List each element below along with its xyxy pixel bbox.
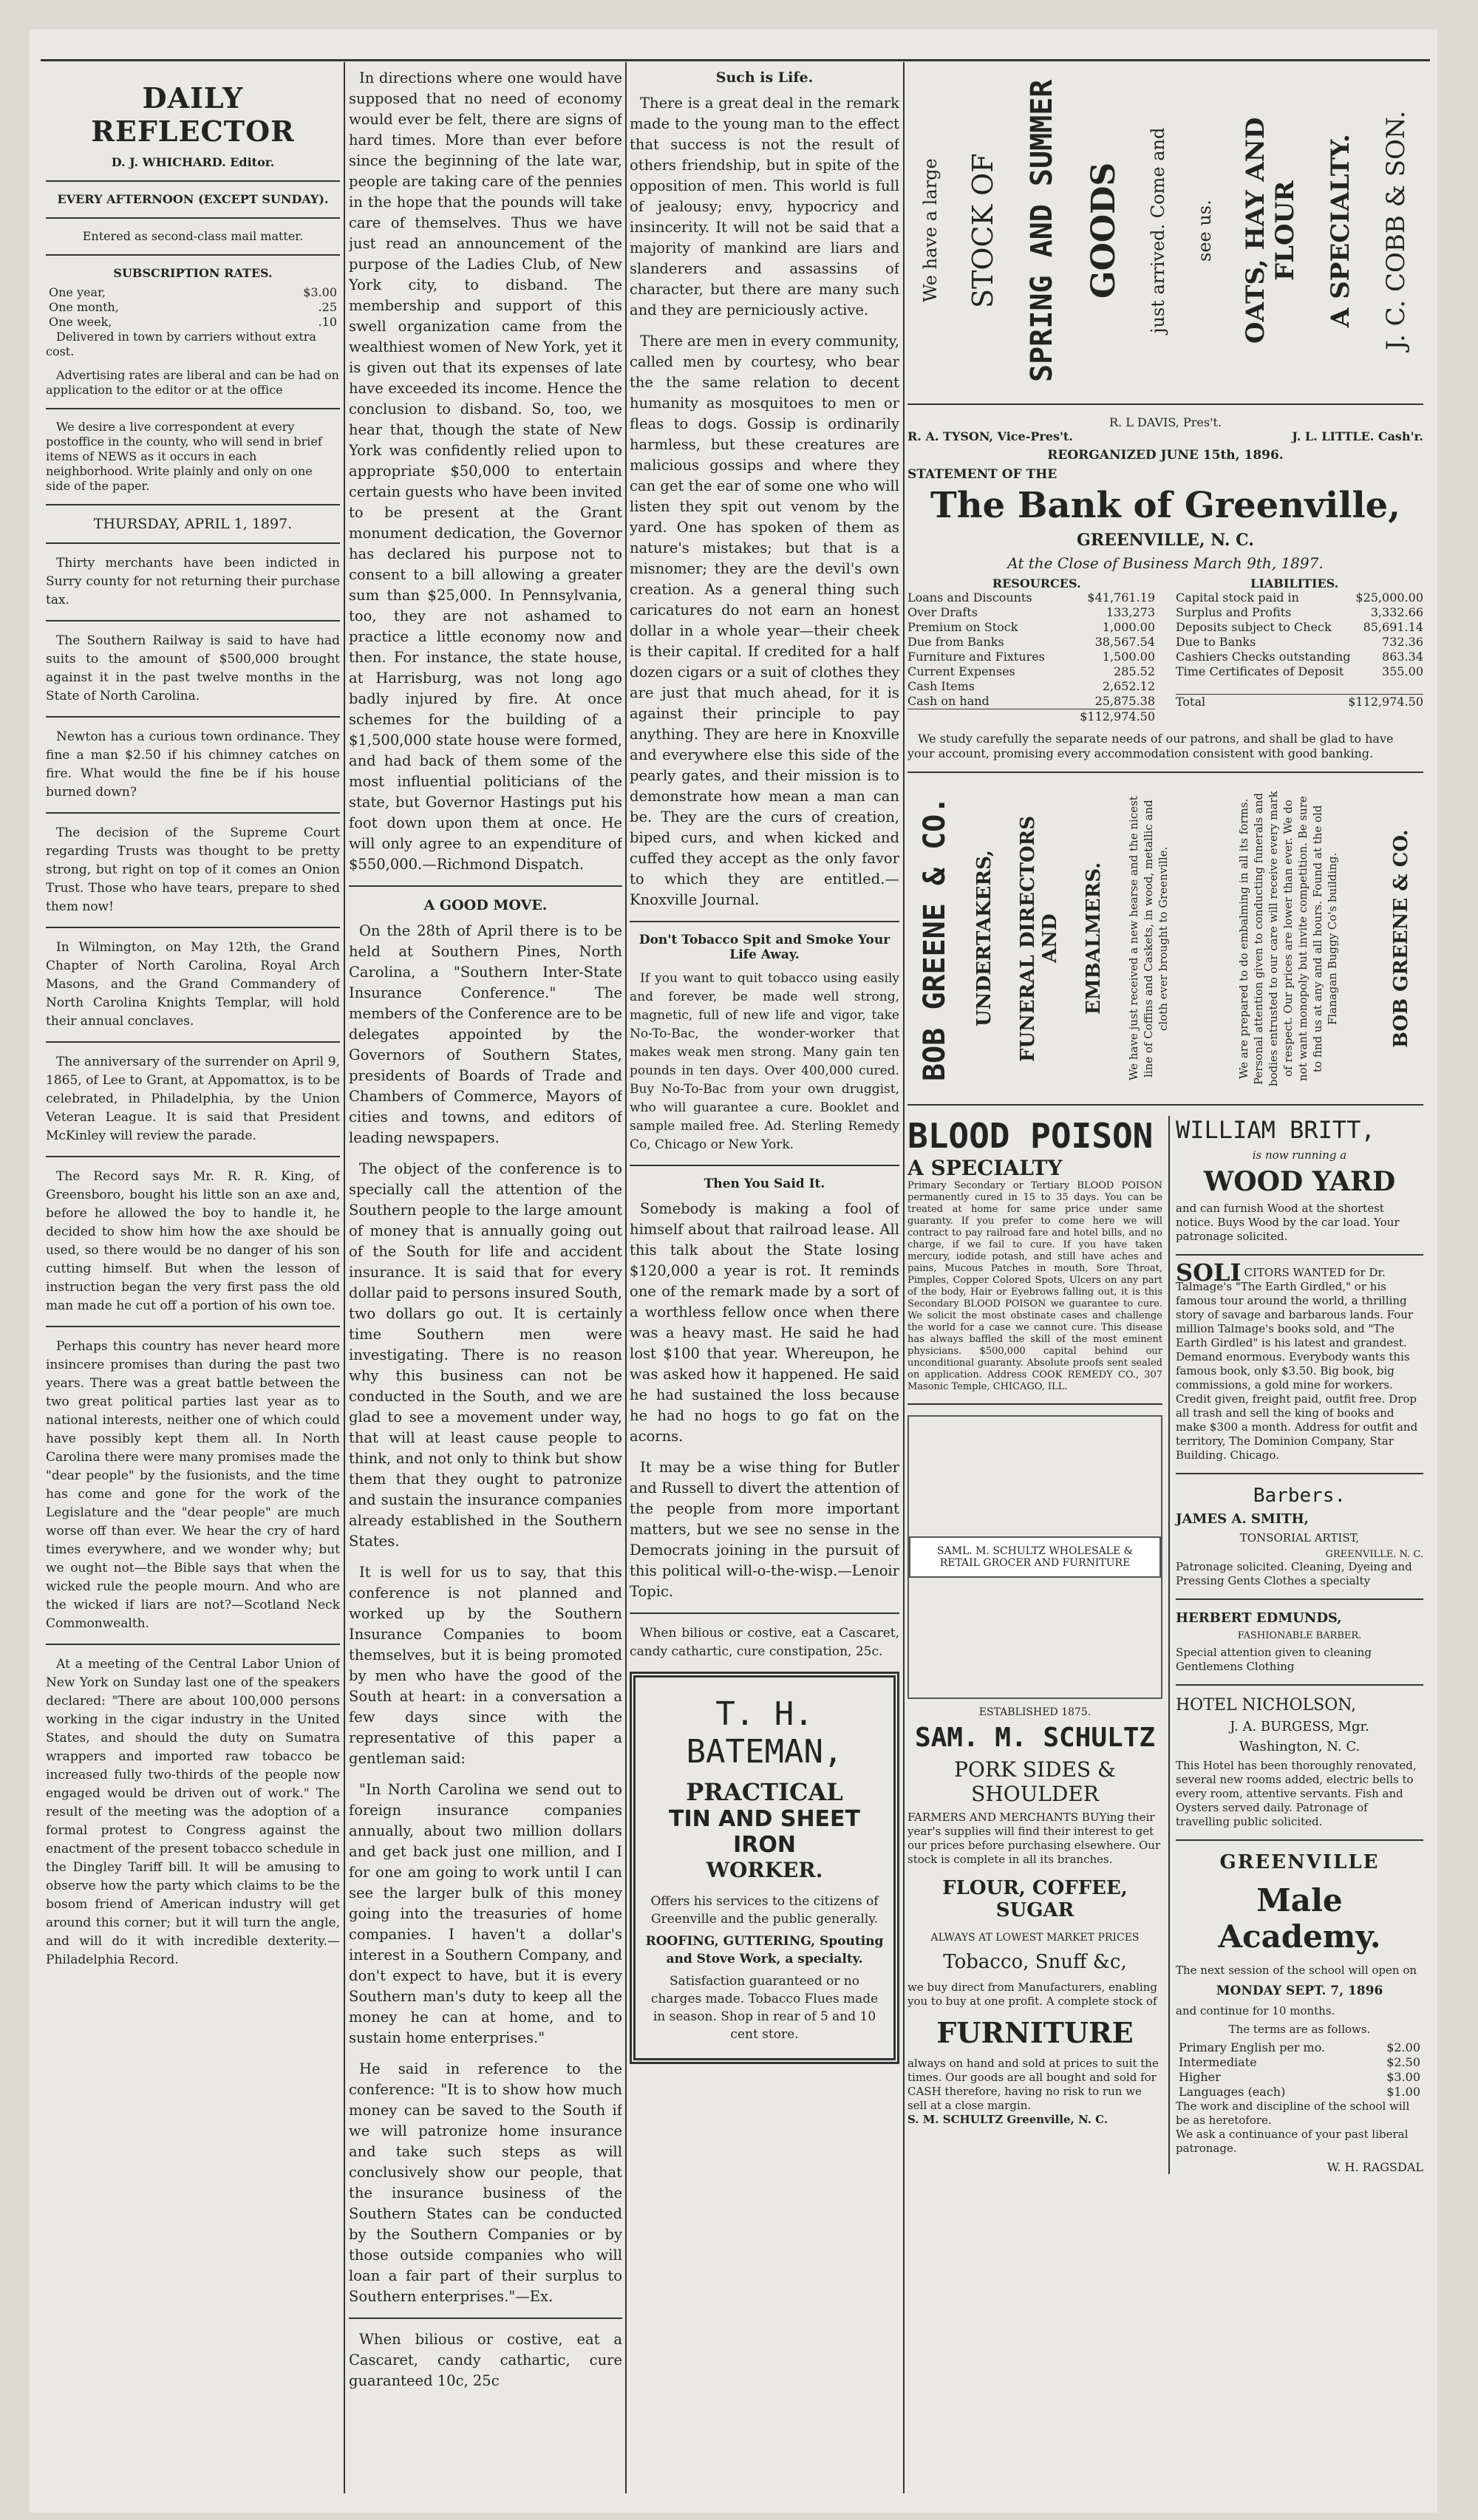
inner-column-rule (1168, 1116, 1170, 2174)
divider (1176, 1254, 1423, 1256)
divider (46, 1041, 340, 1043)
news-item: At a meeting of the Central Labor Union of New York on Sunday last one of the speakers declared: "There are about 100,000 persons working in the cigar industry in the United States, and should the duty on Sumatra wrappers and imported raw tobacco be increased fully two-thirds of the people now engaged would be driven out of work." The result of the meeting was the adoption of a formal protest to Congress against the enactment of the present tobacco schedule in the Dingley Tariff bill. It will be amusing to observe how the party which claims to be the bosom friend of American industry will get around this corner; but it will turn the angle, and will do it with incredible dexterity.—Philadelphia Record. (46, 1657, 340, 1967)
hotel-text: This Hotel has been thoroughly renovated, several new rooms added, electric bells to every room, attentive servants. Fish and Oysters served daily. Patronage of travelling public solicited. (1176, 1759, 1417, 1828)
divider (46, 180, 340, 182)
bank-table (907, 590, 1423, 724)
britt-running: is now running a (1252, 1148, 1347, 1162)
bateman-text: Satisfaction guaranteed or no charges made. Tobacco Flues made in season. Shop in rear of 5 and 10 cent store. (650, 1974, 879, 2042)
news-item: Newton has a curious town ordinance. They fine a man $2.50 if his chimney catches on fire. What would the fine be if his house burned down? (46, 729, 340, 800)
good-move-heading: A GOOD MOVE. (423, 897, 548, 913)
column-rule-1 (344, 62, 345, 2493)
blood-schultz-column (907, 1116, 1162, 2174)
blood-poison-subtitle: A SPECIALTY (907, 1156, 1063, 1180)
bateman-text: Offers his services to the citizens of Greenville and the public generally. (650, 1894, 879, 1927)
britt-yard: WOOD YARD (1203, 1166, 1396, 1197)
rate-row: One month, .25 (49, 300, 337, 314)
rate-row: One year, $3.00 (49, 285, 337, 299)
blood-poison-text: Primary Secondary or Tertiary BLOOD POISON permanently cured in 15 to 35 days. You can be treated at home for same price under same guaranty. If you prefer to come here we will contract to pay railroad fare and hotel bills, and no charge, if we fail to cure. If you have taken mercury, iodide potash, and still have aches and pains, Mucous Patches in mouth, Sore Throat, Pimples, Copper Colored Spots, Ulcers on any part of the body, Hair or Eyebrows falling out, it is this Secondary BLOOD POISON we guarantee to cure. We solicit the most obstinate cases and challenge the world for a case we cannot cure. This disease has always baffled the skill of the most eminent physicians. $500,000 capital behind our unconditional guaranty. Absolute proofs sent sealed on application. Address COOK REMEDY CO., 307 Masonic Temple, CHICAGO, ILL. (907, 1180, 1162, 1392)
such-is-life-heading: Such is Life. (715, 69, 814, 86)
bank-footer: We study carefully the separate needs of our patrons, and shall be glad to have your account, promising every accommodation consistent with good banking. (907, 732, 1394, 760)
rate-row: One week, .10 (49, 315, 337, 329)
divider (46, 620, 340, 622)
tobacco-paragraph: If you want to quit tobacco using easily and forever, be made well strong, magnetic, full of new life and vigor, take No-To-Bac, the wonder-worker that makes weak men strong. Many gain ten pounds in ten days. Over 400,000 cured. Buy No-To-Bac from your own druggist, who will guarantee a cure. Booklet and sample mailed free. Ad. Sterling Remedy Co, Chicago or New York. (630, 971, 899, 1152)
bank-officers: R. L DAVIS, Pres't. (1109, 415, 1222, 429)
hotel-mgr: J. A. BURGESS, Mgr. (1230, 1719, 1369, 1734)
news-item: Perhaps this country has never heard more insincere promises than during the past two years. There was a great battle between the two great political parties last year as to national interests, neither one of which could have possibly kept them all. In North Carolina there were many promises made the "dear people" by the fusionists, and the time has come and gone for the work of the Legislature and the "dear people" are much worse off than ever. We hear the cry of hard times everywhere, and we wonder why; but we ought not—the Bible says that when the wicked rule the people mourn. And who are the wicked if liars are not?—Scotland Neck Commonwealth. (46, 1339, 340, 1631)
correspondent-note: We desire a live correspondent at every postoffice in the county, who will send in brief items of NEWS as it occurs in each neighborhood. Write plainly and only on one side of the paper. (46, 420, 322, 493)
divider (1176, 1598, 1423, 1600)
barbers-header: Barbers. (1253, 1485, 1346, 1507)
column-4 (907, 68, 1423, 2485)
divider (46, 716, 340, 718)
resource-row: Due from Banks 38,567.54 (907, 635, 1156, 649)
academy-ask: We ask a continuance of your past liberal patronage. (1176, 2128, 1409, 2155)
schultz-name: SAM. M. SCHULTZ (914, 1723, 1156, 1753)
then-you-said-it-paragraph: It may be a wise thing for Butler and Russell to divert the attention of the people from more important matters, but we see no sense in the Democrats joining in the pursuit of this political will-o-the-wisp.—Lenoir Topic. (630, 1459, 899, 1600)
resource-row: Premium on Stock 1,000.00 (907, 620, 1156, 634)
liability-row: Due to Banks 732.36 (1175, 635, 1423, 649)
bateman-text: ROOFING, GUTTERING, Spouting and Stove Work, a specialty. (645, 1934, 884, 1966)
liabilities-column (1176, 590, 1423, 724)
liability-row: Capital stock paid in $25,000.00 (1175, 590, 1423, 605)
news-item: The Southern Railway is said to have had suits to the amount of $500,000 brought against it in the past twelve months in the State of North Carolina. (46, 633, 340, 704)
divider (630, 1613, 899, 1614)
academy-date: MONDAY SEPT. 7, 1896 (1216, 1983, 1383, 1998)
bank-date: At the Close of Business March 9th, 1897. (1007, 554, 1324, 572)
divider (46, 408, 340, 409)
divider (46, 254, 340, 256)
bateman-line2: TIN AND SHEET IRON (668, 1806, 860, 1858)
bank-table-headers: RESOURCES. LIABILITIES. (992, 576, 1339, 590)
liability-row: Cashiers Checks outstanding 863.34 (1175, 650, 1423, 664)
cascaret-ad: When bilious or costive, eat a Cascaret, candy cathartic, cure constipation, 25c. (630, 1626, 899, 1659)
good-move-paragraph: It is well for us to say, that this conference is not planned and worked up by the Southern Insurance Companies to boom themselves, but it is being promoted by men who have the good of the South at heart: in a conversation a few days since with the representative of this paper a gentleman said: (349, 1564, 622, 1767)
masthead-entered: Entered as second-class mail matter. (82, 229, 304, 243)
schultz-always: ALWAYS AT LOWEST MARKET PRICES (930, 1932, 1140, 1944)
schultz-buy: we buy direct from Manufacturers, enabling you to buy at one profit. A complete stock of (907, 1981, 1157, 2008)
divider (1176, 1473, 1423, 1474)
bateman-name: T. H. BATEMAN, (686, 1695, 843, 1771)
masthead-schedule: EVERY AFTERNOON (EXCEPT SUNDAY). (57, 192, 329, 206)
divider (46, 504, 340, 505)
blood-poison-title: BLOOD POISON (907, 1116, 1154, 1156)
bank-officers: R. A. TYSON, Vice-Pres't. J. L. LITTLE. Cash'r. (907, 429, 1423, 443)
resource-row: Cash Items 2,652.12 (907, 679, 1156, 693)
news-item: The anniversary of the surrender on April 9, 1865, of Lee to Grant, at Appomattox, is to be celebrated, in Philadelphia, by the Union Veteran League. It is said that President McKinley will review the parade. (46, 1055, 340, 1143)
schultz-tobacco: Tobacco, Snuff &c, (943, 1951, 1127, 1973)
schultz-bottom: always on hand and sold at prices to suit the times. Our goods are all bought and sold for CASH therefore, having no risk to run we sell at a close margin. (907, 2057, 1159, 2112)
bank-statement (907, 415, 1423, 761)
barbers-section (1176, 1485, 1423, 1674)
such-is-life-paragraph: There is a great deal in the remark made to the young man to the effect that success is not the result of others friendship, but in spite of the opposition of men. This world is full of jealousy; envy, hypocricy and insincerity. It will not be said that a majority of mankind are liars and slanderers and assassins of character, but there are many such and they are perniciously active. (630, 95, 899, 319)
smith-text: Patronage solicited. Cleaning, Dyeing and Pressing Gents Clothes a specialty (1176, 1560, 1412, 1587)
academy-work: The work and discipline of the school will be as heretofore. (1176, 2100, 1410, 2127)
bank-statement-label: STATEMENT OF THE (907, 467, 1058, 482)
divider (349, 885, 622, 887)
news-item: Thirty merchants have been indicted in Surry county for not returning their purchase tax. (46, 556, 340, 607)
schultz-flour: FLOUR, COFFEE, SUGAR (942, 1877, 1128, 1921)
masthead-editor: D. J. WHICHARD. Editor. (111, 155, 275, 169)
academy-terms-label: The terms are as follows. (1228, 2023, 1371, 2036)
hotel-ad (1176, 1696, 1423, 1829)
academy-term-row: Primary English per mo. $2.00 (1179, 2040, 1420, 2054)
solicitors-ad: SOLI CITORS WANTED for Dr. Talmage's "The Earth Girdled," or his famous tour around the world, a thrilling story of savage and barbarous lands. Four million Talmage's books sold, and "The Earth Girdled" is his latest and grandest. Demand enormous. Everybody wants this famous book, only $3.50. Big book, big commissions, a gold mine for workers. Credit given, freight paid, outfit free. Drop all trash and sell the king of books and make $300 a month. Address for outfit and territory, The Dominion Company, Star Building. Chicago. (1176, 1259, 1418, 1462)
resource-total: $112,974.50 (907, 709, 1155, 724)
good-move-paragraph: The object of the conference is to specially call the attention of the Southern people to the large amount of money that is annually going out of the South for life and accident insurance. It is said that for every dollar paid to persons insured South, two dollars go out. It is certainly time Southern men were investigating. There is no reason why this business can not be conducted in the South, and we are glad to see a movement under way, that will at least cause people to think, and not only to think but show them that they ought to patronize and sustain the insurance companies already established in the Southern States. (349, 1160, 622, 1550)
issue-date: THURSDAY, APRIL 1, 1897. (93, 516, 293, 532)
cobb-ad: We have a large STOCK OF SPRING AND SUMMER GOODS just arrived. Come and see us. OATS, HAY AND FLOUR A SPECIALTY. J. C. COBB & SON. (920, 79, 1411, 382)
store-building-illustration: SAML. M. SCHULTZ WHOLESALE & RETAIL GROCER AND FURNITURE (907, 1415, 1162, 1699)
hotel-name: HOTEL NICHOLSON, (1176, 1696, 1357, 1714)
academy-continue: and continue for 10 months. (1176, 2004, 1335, 2017)
good-move-paragraph: He said in reference to the conference: "It is to show how much money can be saved to the South if we will patronize home insurance and take such steps as will conclusively show our people, that the insurance business of the Southern States can be conducted by the Southern Companies or by those outside companies who will loan a fair part of their surplus to Southern enterprises."—Ex. (349, 2060, 622, 2305)
column-2 (349, 68, 622, 2485)
masthead-title: DAILY REFLECTOR (91, 81, 295, 148)
britt-ad (1176, 1116, 1423, 1244)
liability-row: Time Certificates of Deposit 355.00 (1175, 664, 1423, 678)
divider (907, 1403, 1162, 1405)
column-1 (46, 75, 340, 2492)
mid-section (907, 1116, 1423, 2174)
then-you-said-it-heading: Then You Said It. (704, 1176, 825, 1191)
schultz-farmers: FARMERS AND MERCHANTS BUYing their year's supplies will find their interest to get our prices before purchasing elsewhere. Our stock is complete in all its branches. (907, 1811, 1161, 1866)
schultz-ad (907, 1415, 1162, 2126)
divider (46, 1644, 340, 1645)
divider (1176, 1839, 1423, 1841)
blood-poison-ad (907, 1116, 1162, 1393)
column-rule-2 (625, 62, 627, 2493)
bank-name: The Bank of Greenville, (930, 485, 1400, 526)
bank-reorganized: REORGANIZED JUNE 15th, 1896. (1047, 448, 1284, 463)
edmunds-name: HERBERT EDMUNDS, (1176, 1610, 1342, 1626)
schultz-sign-off: S. M. SCHULTZ Greenville, N. C. (907, 2113, 1108, 2126)
resource-row: Loans and Discounts $41,761.19 (907, 590, 1156, 605)
bateman-ad (630, 1672, 899, 2064)
divider (907, 1104, 1423, 1106)
schultz-established: ESTABLISHED 1875. (978, 1706, 1092, 1718)
resource-row: Over Drafts 133,273 (907, 605, 1156, 619)
divider (630, 921, 899, 922)
good-move-paragraph: "In North Carolina we send out to foreign insurance companies annually, about two million dollars and get back just one million, and I for one am going to work until I can see the larger bulk of this money going into the treasuries of home companies. I haven't a dollar's interest in a Southern Company, and don't expect to have, but it is every Southern man's duty to keep all the money he can at home, and to sustain home enterprises." (349, 1781, 622, 2046)
greene-ad: BOB GREENE & CO. UNDERTAKERS, FUNERAL DIRECTORS AND EMBALMERS. We have just received a new hearse and the nicest line of Coffins and Caskets, in wood, metallic and cloth ever brought to Greenville. We are prepared to do embalming in all its forms. Personal attention given to conducting funerals and bodies entrusted to our care will receive every mark of respect. Our prices are lower than ever. We do not want monopoly but invite competition. Be sure to find us at any and all hours. Found at the old Flanagan Buggy Co's building. BOB GREENE & CO. (918, 791, 1413, 1086)
news-item: The Record says Mr. R. R. King, of Greensboro, bought his little son an axe and, before he allowed the boy to handle it, he decided to show him how the axe should be used, so there would be no danger of his son cutting himself. But when the lesson of instruction began the very first pass the old man made he cut off a portion of his own toe. (46, 1169, 340, 1313)
academy-sign: W. H. RAGSDAL (1327, 2160, 1423, 2174)
column-rule-3 (903, 62, 905, 2493)
britt-name: WILLIAM BRITT, (1176, 1116, 1375, 1144)
news-item: In Wilmington, on May 12th, the Grand Chapter of North Carolina, Royal Arch Masons, and the Grand Commandery of North Carolina Knights Templar, will hold their annual conclaves. (46, 940, 340, 1029)
smith-title: TONSORIAL ARTIST, (1239, 1531, 1360, 1545)
divider (349, 2318, 622, 2319)
good-move-paragraph: On the 28th of April there is to be held at Southern Pines, North Carolina, a "Southern Inter-State Insurance Conference." The members of the Conference are to be delegates appointed by the Governors of Southern States, presidents of Boards of Trade and Chambers of Commerce, Mayors of cities and towns, and editors of leading newspapers. (349, 922, 622, 1146)
edmunds-title: FASHIONABLE BARBER. (1237, 1630, 1362, 1641)
academy-open: The next session of the school will open on (1176, 1964, 1417, 1977)
divider (46, 1326, 340, 1327)
academy-term-row: Intermediate $2.50 (1179, 2055, 1420, 2069)
divider (907, 403, 1423, 405)
academy-ad (1176, 1851, 1423, 2174)
divider (46, 1156, 340, 1157)
subscription-header: SUBSCRIPTION RATES. (113, 266, 273, 280)
divider (46, 927, 340, 928)
cascaret-ad: When bilious or costive, eat a Cascaret, candy cathartic, cure guaranteed 10c, 25c (349, 2331, 622, 2389)
academy-term-row: Higher $3.00 (1179, 2070, 1420, 2084)
academy-term-row: Languages (each) $1.00 (1179, 2085, 1420, 2099)
academy-title2: Male Academy. (1218, 1882, 1381, 1955)
tobacco-heading: Don't Tobacco Spit and Smoke Your Life Away. (638, 933, 890, 962)
schultz-furniture: FURNITURE (936, 2016, 1134, 2049)
liability-row: Deposits subject to Check 85,691.14 (1175, 620, 1423, 634)
resource-row: Furniture and Fixtures 1,500.00 (907, 650, 1156, 664)
divider (46, 542, 340, 544)
delivery-note: Delivered in town by carriers without extra cost. (46, 330, 316, 358)
schultz-pork: PORK SIDES & SHOULDER (954, 1757, 1116, 1806)
resource-row: Current Expenses 285.52 (907, 664, 1156, 678)
britt-text: and can furnish Wood at the shortest notice. Buys Wood by the car load. Your patronage solicited. (1176, 1202, 1400, 1243)
britt-academy-column (1176, 1116, 1423, 2174)
top-rule (41, 59, 1430, 61)
smith-name: JAMES A. SMITH, (1176, 1511, 1309, 1527)
hotel-city: Washington, N. C. (1239, 1739, 1360, 1754)
divider (907, 772, 1423, 773)
economy-article: In directions where one would have supposed that no need of economy would ever be felt, there are signs of hard times. More than ever before since the beginning of the late war, people are taking care of the pennies in the hope that the pounds will take care of themselves. Thus we have just read an announcement of the purpose of the Ladies Club, of New York city, to disband. The membership and support of this swell organization came from the wealthiest women of New York, yet it is given out that its expenses of late have exceeded its income. Hence the conclusion to disband. So, too, we hear that, though the state of New York was confidently relied upon to appropriate $50,000 to entertain certain guests who have been invited to be present at the Grant monument dedication, the Governor has declared his purpose not to consent to a bill allowing a greater sum than $25,000. In Pennsylvania, too, they are not ashamed to practice a little economy now and then. For instance, the state house, at Harrisburg, was not long ago badly injured by fire. At once schemes for the building of a $1,500,000 state house were formed, and had back of them some of the most influential politicians of the state, but Governor Hastings put his foot down upon them at once. He will only agree to an expenditure of $550,000.—Richmond Dispatch. (349, 69, 622, 873)
resources-column (907, 590, 1155, 724)
bateman-line3: WORKER. (706, 1858, 823, 1882)
advertising-note: Advertising rates are liberal and can be had on application to the editor or at the office (46, 368, 339, 397)
smith-place: GREENVILLE. N. C. (1325, 1549, 1423, 1560)
bank-city: GREENVILLE, N. C. (1077, 531, 1254, 550)
newspaper-page (30, 30, 1437, 2513)
divider (1176, 1684, 1423, 1686)
divider (630, 1165, 899, 1166)
news-item: The decision of the Supreme Court regarding Trusts was thought to be pretty strong, but right on top of it comes an Onion Trust. Those who have tears, prepare to shed them now! (46, 825, 340, 914)
resource-row: Cash on hand 25,875.38 (907, 694, 1156, 708)
column-3 (630, 68, 899, 2485)
then-you-said-it-paragraph: Somebody is making a fool of himself about that railroad lease. All this talk about the State losing $120,000 a year is rot. It reminds one of the remark made by a sort of a worthless fellow once when there was a heavy mast. He said he had lost $100 that year. Whereupon, he was asked how it happened. He said he had sustained the loss because he had no hogs to go fat on the acorns. (630, 1200, 899, 1445)
edmunds-text: Special attention given to cleaning Gentlemens Clothing (1176, 1646, 1372, 1673)
liability-total: Total $112,974.50 (1175, 695, 1423, 709)
divider (46, 812, 340, 814)
bateman-line1: PRACTICAL (686, 1778, 843, 1806)
liability-row: Surplus and Profits 3,332.66 (1175, 605, 1423, 619)
academy-title1: GREENVILLE (1219, 1851, 1380, 1873)
such-is-life-paragraph: There are men in every community, called men by courtesy, who bear the the same relation to decent humanity as mosquitoes to men or fleas to dogs. Gossip is ordinarily harmless, but these creatures are malicious gossips and where they can get the ear of some one who will listen they spit out venom by the yard. One has spoken of them as nature's mistakes; but that is a misnomer; they are the devil's own creation. As a general thing such caricatures do not earn an honest dollar in a whole year—their cheek is their capital. If credited for a half dozen cigars or a suit of clothes they are just that much ahead, for it is against their principle to pay anything. They are here in Knoxville and everywhere else this side of the pearly gates, and their mission is to demonstrate how mean a man can be. They are the curs of creation, biped curs, and when kicked and cuffed they accept as the only favor to which they are entitled.—Knoxville Journal. (630, 333, 899, 908)
divider (46, 217, 340, 219)
